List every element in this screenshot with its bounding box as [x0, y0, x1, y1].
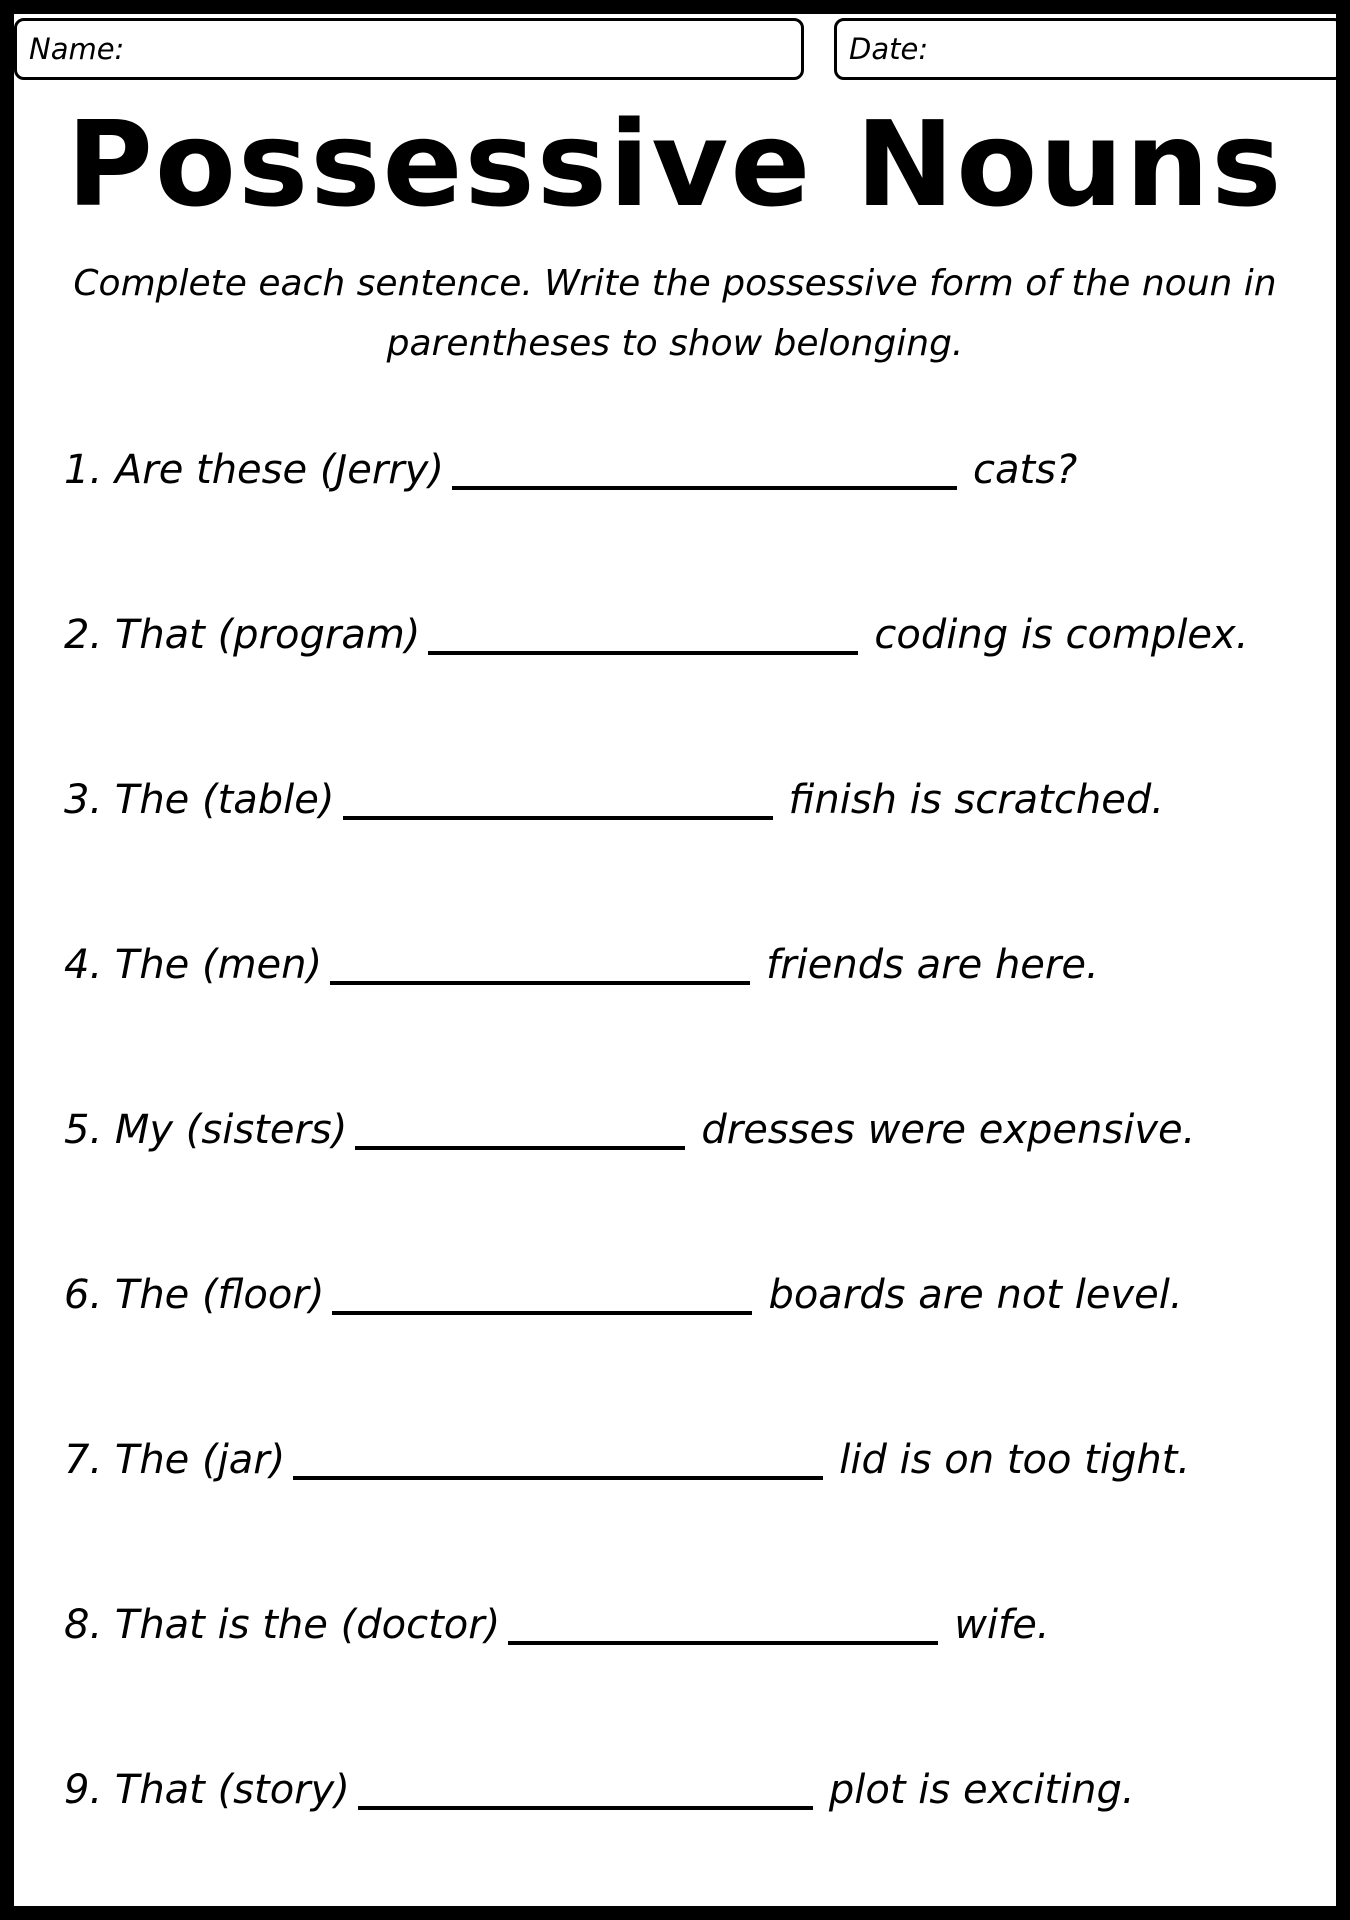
- name-field[interactable]: [14, 18, 804, 80]
- sentence-end: wife.: [954, 1602, 1050, 1648]
- exercise-item: [64, 1430, 1314, 1595]
- answer-blank[interactable]: [508, 1595, 938, 1645]
- answer-blank[interactable]: [355, 1100, 685, 1150]
- exercise-item: [64, 1100, 1314, 1265]
- instructions-text: Complete each sentence. Write the possessive form of the noun in parentheses to show belonging.: [73, 263, 1277, 364]
- sentence-start: 2. That (program): [64, 612, 421, 658]
- sentence-start: 9. That (story): [64, 1767, 350, 1813]
- exercise-item: [64, 935, 1314, 1100]
- sentence-start: 1. Are these (Jerry): [64, 447, 444, 493]
- exercise-item: [64, 770, 1314, 935]
- sentence-end: coding is complex.: [874, 612, 1249, 658]
- answer-blank[interactable]: [428, 605, 858, 655]
- sentence-end: cats?: [973, 447, 1078, 493]
- sentence-start: 3. The (table): [64, 777, 335, 823]
- answer-blank[interactable]: [330, 935, 750, 985]
- sentence-end: dresses were expensive.: [701, 1107, 1196, 1153]
- sentence-end: lid is on too tight.: [839, 1437, 1191, 1483]
- answer-blank[interactable]: [452, 440, 957, 490]
- sentence-start: 5. My (sisters): [64, 1107, 348, 1153]
- answer-blank[interactable]: [332, 1265, 752, 1315]
- sentence-end: friends are here.: [766, 942, 1099, 988]
- sentence-end: plot is exciting.: [828, 1767, 1135, 1813]
- exercise-item: [64, 440, 1314, 605]
- worksheet-title: Possessive Nouns: [66, 95, 1284, 233]
- date-field[interactable]: [834, 18, 1344, 80]
- exercise-item: [64, 1760, 1314, 1920]
- answer-blank[interactable]: [358, 1760, 813, 1810]
- exercise-item: [64, 605, 1314, 770]
- sentence-end: boards are not level.: [768, 1272, 1183, 1318]
- sentence-end: finish is scratched.: [788, 777, 1164, 823]
- answer-blank[interactable]: [343, 770, 773, 820]
- answer-blank[interactable]: [293, 1430, 823, 1480]
- exercise-item: [64, 1265, 1314, 1430]
- sentence-start: 6. The (floor): [64, 1272, 325, 1318]
- exercise-item: [64, 1595, 1314, 1760]
- sentence-start: 4. The (men): [64, 942, 323, 988]
- sentence-start: 7. The (jar): [64, 1437, 286, 1483]
- name-label: Name:: [29, 31, 125, 66]
- sentence-start: 8. That is the (doctor): [64, 1602, 501, 1648]
- date-label: Date:: [849, 31, 929, 66]
- exercise-list: [64, 440, 1314, 1920]
